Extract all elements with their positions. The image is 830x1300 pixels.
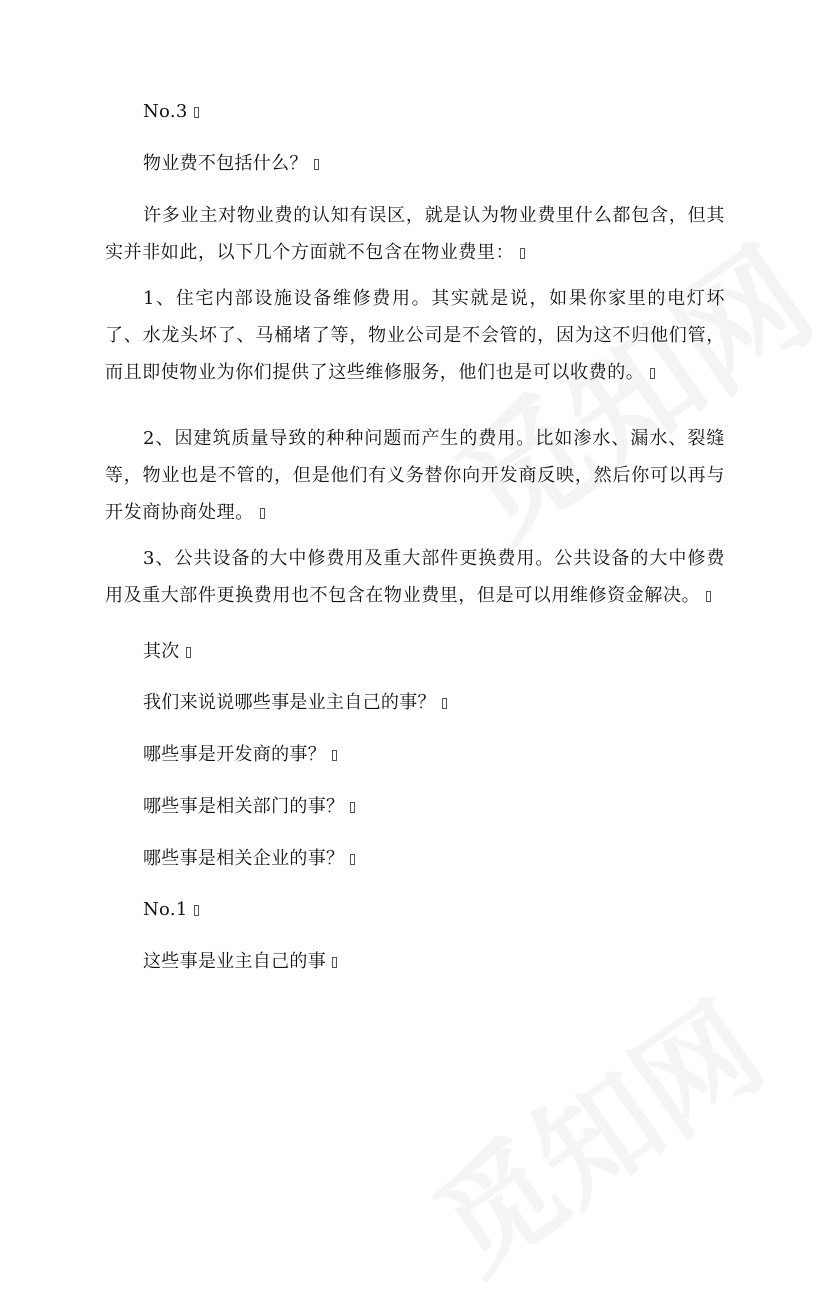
question-department: 哪些事是相关部门的事？	[143, 795, 355, 819]
paragraph-mark-icon	[260, 508, 265, 519]
heading-no1: No.1	[143, 898, 199, 922]
paragraph-mark-icon	[706, 591, 711, 602]
question-owner: 我们来说说哪些事是业主自己的事？	[143, 691, 447, 715]
paragraph-mark-icon	[350, 802, 355, 813]
paragraph-mark-icon	[650, 368, 655, 379]
question-developer: 哪些事是开发商的事？	[143, 743, 337, 767]
paragraph-mark-icon	[186, 647, 191, 658]
intro-paragraph: 许多业主对物业费的认知有误区，就是认为物业费里什么都包含，但其实并非如此，以下几个方面就不包含在物业费里：	[105, 205, 725, 263]
item-1-paragraph: 1、住宅内部设施设备维修费用。其实就是说，如果你家里的电灯坏了、水龙头坏了、马桶堵了等，物业公司是不会管的，因为这不归他们管，而且即使物业为你们提供了这些维修服务，他们也是可以收费的。	[105, 288, 725, 383]
paragraph-mark-icon	[194, 107, 199, 118]
paragraph-mark-icon	[332, 957, 337, 968]
paragraph-mark-icon	[350, 854, 355, 865]
paragraph-mark-icon	[442, 698, 447, 709]
item-3-paragraph: 3、公共设备的大中修费用及重大部件更换费用。公共设备的大中修费用及重大部件更换费用也不包含在物业费里，但是可以用维修资金解决。	[105, 548, 725, 606]
question-title: 物业费不包括什么？	[143, 152, 319, 176]
paragraph-mark-icon	[332, 750, 337, 761]
paragraph-mark-icon	[314, 159, 319, 170]
heading-no3: No.3	[143, 100, 199, 124]
paragraph-mark-icon	[194, 905, 199, 916]
next-section-label: 其次	[143, 640, 191, 664]
question-enterprise: 哪些事是相关企业的事？	[143, 847, 355, 871]
paragraph-mark-icon	[520, 248, 525, 259]
watermark-bottom	[418, 988, 782, 1293]
owner-section-title: 这些事是业主自己的事	[143, 950, 337, 974]
item-2-paragraph: 2、因建筑质量导致的种种问题而产生的费用。比如渗水、漏水、裂缝等，物业也是不管的，但是他们有义务替你向开发商反映，然后你可以再与开发商协商处理。	[105, 428, 725, 523]
